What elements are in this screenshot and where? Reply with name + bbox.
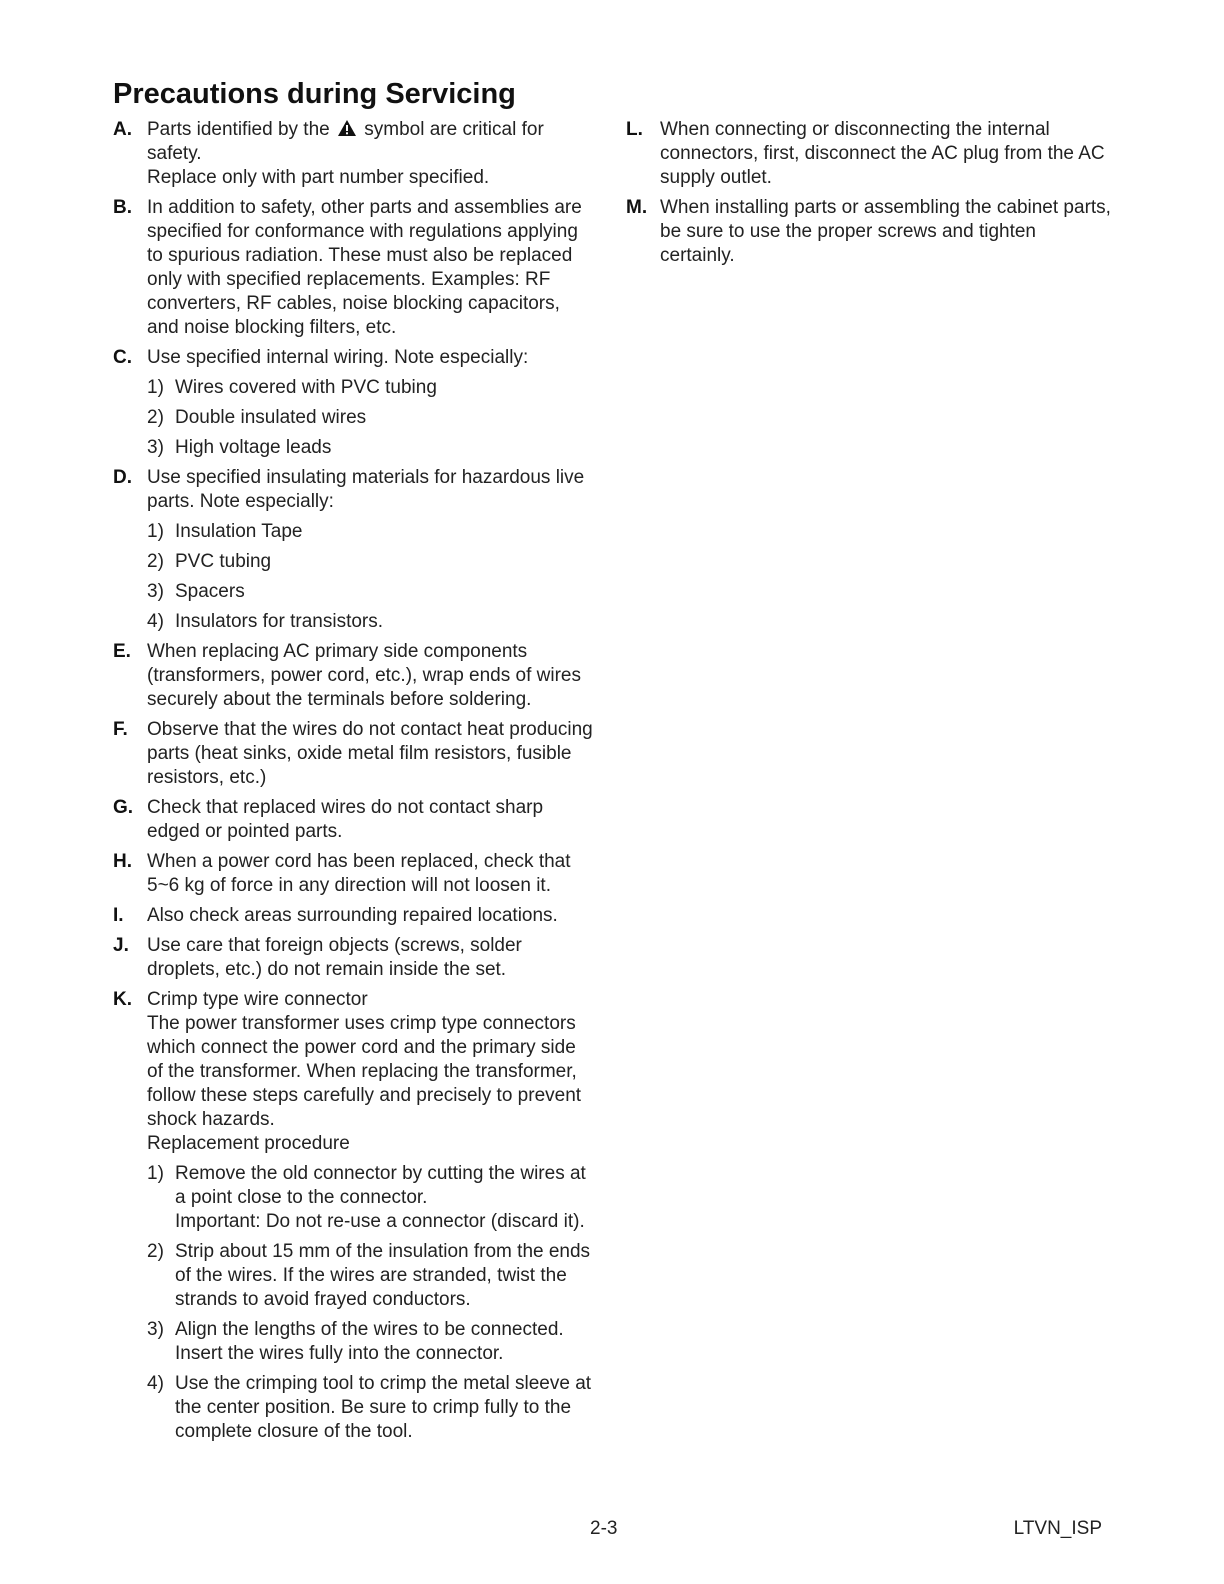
item-text: When replacing AC primary side components (transformers, power cord, etc.), wrap ends of wires securely about the terminals before soldering. xyxy=(147,641,581,710)
procedure-label: Replacement procedure xyxy=(147,1133,350,1154)
item-text: When a power cord has been replaced, check that 5~6 kg of force in any direction will not loosen it. xyxy=(147,851,571,896)
sub-item-number: 1) xyxy=(147,377,164,398)
item-text: Parts identified by the xyxy=(147,119,330,140)
sub-item-text: Insulators for transistors. xyxy=(175,611,384,632)
sub-item-text: Remove the old connector by cutting the wires at a point close to the connector. xyxy=(175,1163,586,1208)
sub-item-number: 3) xyxy=(147,1319,164,1340)
precaution-item-c xyxy=(113,346,593,460)
sub-item-number: 2) xyxy=(147,551,164,572)
item-text: Replace only with part number specified. xyxy=(147,167,490,188)
precaution-item-b xyxy=(113,196,593,340)
item-text: When installing parts or assembling the cabinet parts, be sure to use the proper screws and tighten certainly. xyxy=(660,197,1111,266)
sub-item-number: 4) xyxy=(147,1373,164,1394)
sub-item xyxy=(147,520,593,544)
precaution-item-d xyxy=(113,466,593,634)
sub-item xyxy=(147,610,593,634)
item-text: Use specified insulating materials for hazardous live parts. Note especially: xyxy=(147,467,585,512)
sub-item-text: Insulation Tape xyxy=(175,521,303,542)
item-text: Use specified internal wiring. Note especially: xyxy=(147,347,529,368)
item-text: Also check areas surrounding repaired locations. xyxy=(147,905,558,926)
sub-item xyxy=(147,376,593,400)
sub-item-text: PVC tubing xyxy=(175,551,272,572)
sub-item xyxy=(147,1240,593,1312)
sub-item xyxy=(147,436,593,460)
item-letter: G. xyxy=(113,797,134,818)
precaution-item-h xyxy=(113,850,593,898)
sub-item-number: 2) xyxy=(147,1241,164,1262)
item-text: When connecting or disconnecting the internal connectors, first, disconnect the AC plug from the AC supply outlet. xyxy=(660,119,1105,188)
sub-item-number: 1) xyxy=(147,1163,164,1184)
precaution-item-g xyxy=(113,796,593,844)
sub-item-text: Double insulated wires xyxy=(175,407,367,428)
sub-item-number: 3) xyxy=(147,437,164,458)
item-letter: I. xyxy=(113,905,124,926)
sub-item xyxy=(147,1372,593,1444)
precaution-item-l xyxy=(626,118,1112,190)
right-column xyxy=(626,118,1112,274)
precaution-item-i xyxy=(113,904,593,928)
item-letter: C. xyxy=(113,347,132,368)
sub-item xyxy=(147,406,593,430)
sub-item-number: 2) xyxy=(147,407,164,428)
item-text: Check that replaced wires do not contact sharp edged or pointed parts. xyxy=(147,797,544,842)
precaution-item-m xyxy=(626,196,1112,268)
item-text: The power transformer uses crimp type connectors which connect the power cord and the primary side of the transformer. When replacing the transformer, follow these steps carefully and precisely to prevent shock hazards. xyxy=(147,1013,582,1130)
sub-item-number: 4) xyxy=(147,611,164,632)
item-letter: J. xyxy=(113,935,129,956)
item-text: In addition to safety, other parts and assemblies are specified for conformance with regulations applying to spurious radiation. These must also be replaced only with specified replacements. Examples: RF converters, RF cables, noise blocking capacitors, and noise blocking filters, etc. xyxy=(147,197,582,338)
document-code: LTVN_ISP xyxy=(1013,1518,1102,1539)
warning-triangle-icon xyxy=(337,119,357,137)
sub-item-text: Wires covered with PVC tubing xyxy=(175,377,437,398)
page-title: Precautions during Servicing xyxy=(113,78,516,110)
sub-item xyxy=(147,550,593,574)
item-letter: A. xyxy=(113,119,132,140)
precaution-item-k xyxy=(113,988,593,1444)
item-text: safety. xyxy=(147,143,202,164)
item-letter: K. xyxy=(113,989,132,1010)
item-text: Observe that the wires do not contact heat producing parts (heat sinks, oxide metal film resistors, fusible resistors, etc.) xyxy=(147,719,593,788)
item-letter: M. xyxy=(626,197,648,218)
sub-item xyxy=(147,1318,593,1366)
precaution-item-e xyxy=(113,640,593,712)
item-letter: D. xyxy=(113,467,132,488)
item-letter: H. xyxy=(113,851,132,872)
precaution-item-j xyxy=(113,934,593,982)
sub-item-text: Strip about 15 mm of the insulation from the ends of the wires. If the wires are stranded, twist the strands to avoid frayed conductors. xyxy=(175,1241,591,1310)
precaution-item-a xyxy=(113,118,593,190)
sub-item-text: Use the crimping tool to crimp the metal sleeve at the center position. Be sure to crimp fully to the complete closure of the tool. xyxy=(175,1373,592,1442)
sub-item xyxy=(147,1162,593,1234)
item-text: symbol are critical for xyxy=(364,119,544,140)
sub-item-text: Spacers xyxy=(175,581,245,602)
sub-item xyxy=(147,580,593,604)
sub-item-text: High voltage leads xyxy=(175,437,332,458)
left-column xyxy=(113,118,593,1450)
sub-item-number: 1) xyxy=(147,521,164,542)
sub-item-note: Important: Do not re-use a connector (discard it). xyxy=(175,1211,585,1232)
sub-item-text: Align the lengths of the wires to be connected. Insert the wires fully into the connector. xyxy=(175,1319,564,1364)
item-letter: E. xyxy=(113,641,131,662)
sub-item-number: 3) xyxy=(147,581,164,602)
item-letter: F. xyxy=(113,719,128,740)
item-text: Use care that foreign objects (screws, solder droplets, etc.) do not remain inside the set. xyxy=(147,935,522,980)
item-letter: B. xyxy=(113,197,132,218)
precaution-item-f xyxy=(113,718,593,790)
item-heading: Crimp type wire connector xyxy=(147,989,368,1010)
page-number: 2-3 xyxy=(590,1518,618,1539)
item-letter: L. xyxy=(626,119,643,140)
